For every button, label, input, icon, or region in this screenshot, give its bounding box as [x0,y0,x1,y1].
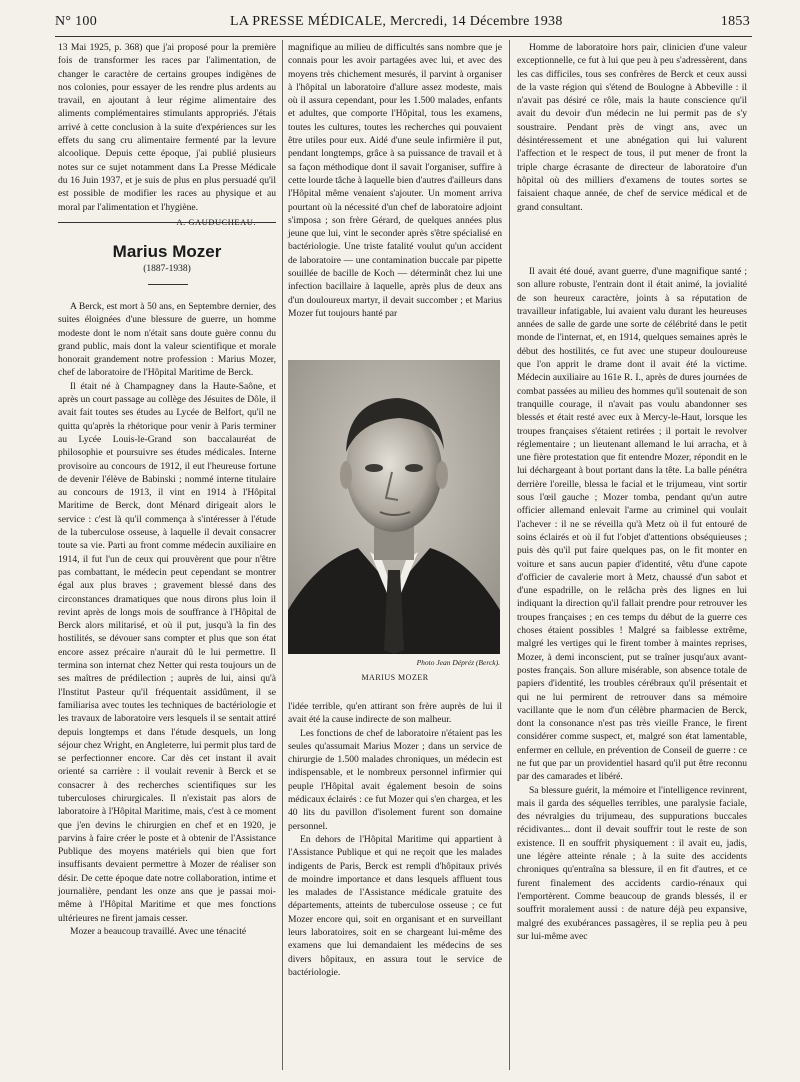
paragraph: magnifique au milieu de difficultés sans nombre que je connais pour les avoir partagées avec lui, et avec des moyens très chichement mesurés, il parvint à organiser à l'hôpital un laboratoire d'allure assez modeste, mais où il assura cependant, pour les 1.500 malades, enfants et adultes, que comporte l'Hôpital, tous les examens, toutes les cultures, toutes les recherches qui pouvaient être utiles pour eux. Aidé d'une seule infirmière il put, pendant longtemps, grâce à sa puissance de travail et à sa façon méthodique dont il savait l'organiser, suffire à cette lourde tâche à laquelle bien d'autres d'ailleurs dans l'Hôpital même venaient s'ajouter. Un moment arriva pourtant où la nécessité d'un chef de laboratoire adjoint s'imposa ; son frère Gérard, de quelques années plus jeune que lui, vint le seconder après s'être spécialisé en bactériologie. Une triste fatalité voulut qu'un accident de laboratoire — une contamination buccale par pipette souillée de bacille de Koch — déterminât chez lui une infection bacillaire à laquelle, après plus de deux ans d'un douloureux martyr, il devait succomber ; et Marius Mozer fut toujours hanté par [288,42,502,319]
page-header [55,14,750,36]
paragraph: l'idée terrible, qu'en attirant son frère auprès de lui il avait été la cause indirecte de son malheur. [288,701,502,726]
portrait-photo [288,360,500,654]
portrait-image [288,360,500,654]
obituary-column-2-top [288,41,502,320]
column-divider [282,40,283,1070]
paragraph: Mozer a beaucoup travaillé. Avec une ténacité [70,925,247,937]
page-number: 1853 [720,14,750,29]
photo-credit: Photo Jean Dépréz (Berck). [416,658,500,667]
paragraph: A Berck, est mort à 50 ans, en Septembre dernier, des suites éloignées d'une blessure de guerre, un homme modeste dont le nom n'était sans doute guère connu du grand public, mais dont la valeur scientifique et morale honorait grandement notre profession : Marius Mozer, chef de laboratoire de l'Hôpital Maritime de Berck. [58,301,276,379]
issue-number: N° 100 [55,14,98,29]
paragraph: Il avait été doué, avant guerre, d'une magnifique santé ; son allure robuste, l'entrain dont il était animé, la jovialité de son heureux caractère, joints à sa réputation de travailleur infatigable, lui avaient valu durant les heureuses années de salle de garde une sorte de célébrité dans le petit monde de l'internat, et, en 1914, quelques semaines après le début des hostilités, ce fut avec une stupeur douloureuse que l'on apprit le drame dont il avait été la victime. Médecin auxiliaire au 161e R. I., après de dures journées de combat passées au milieu des hommes qu'il soutenait de son tranquille courage, il n'avait pas voulu abandonner ses blessés et était resté avec eux à Mercy-le-Haut, lorsque les troupes françaises s'étaient retirées ; il portait le revolver réglementaire ; un lieutenant allemand le lui arracha, et à une fière protestation que fit entendre Mozer, répondit en le lui déchargeant à bout portant dans la tête. La balle pénétra derrière l'oreille, blessa le facial et le trijumeau, vint sortir sous l'œil gauche ; Mozer tomba, pendant qu'un autre officier allemand enlevait l'arme au criminel qui voulait l'achever : il ne se réveilla qu'à Metz où il fut entouré de soins éclairés et où il fut l'objet d'attentions obséquieuses ; puis dès qu'il put faire quelques pas, on le fit monter en voiture et sans aucun papier d'identité, vêtu d'une capote d'officier de cavalerie mort à Metz, chaussé d'un sabot et d'une espadrille, on le relâcha près des lignes en lui indiquant la direction qu'il fallait prendre pour retrouver les troupes françaises ; en ces temps du début de la guerre ces choses étaient possibles ! Malgré sa faiblesse extrême, malgré les vertiges qui le firent tomber à maintes reprises, Mozer, à demi inconscient, put se traîner jusqu'aux avant-postes français. Son allure misérable, son absence totale de papiers d'identité, les troubles cérébraux qu'il présentait et qui ne lui permirent de retrouver dans sa mémoire vacillante que le nom d'un célèbre pharmacien de Berck, dont la consonance n'est pas très vieille France, le firent considérer comme suspect, et, malgré son état lamentable, enfermer en cellule, en prévention de Conseil de guerre : ce ne fut que par un providentiel hasard qu'il put être reconnu par des camarades et libéré. [517,266,748,783]
paragraph: En dehors de l'Hôpital Maritime qui appartient à l'Assistance Publique et qui ne reçoit que les malades indigents de Paris, Berck est rempli d'hôpitaux privés de moindre importance et dans lesquels affluent tous les malades de l'Assistance médicale gratuite des départements, atteints de tuberculose osseuse ; ce fut Mozer encore qui, soit en organisant et en surveillant leurs laboratoires, soit en se chargeant lui-même des examens que lui demandaient les médecins de ses divers hôpitaux, en assura tout le service de bactériologie. [288,833,502,978]
paragraph: Sa blessure guérit, la mémoire et l'intelligence revinrent, mais il garda des séquelles terribles, une paralysie faciale, des névralgies du trijumeau, des suppurations buccales récidivantes... dont il devait souffrir tout le reste de son existence. Il en souffrit physiquement : il avait eu, jadis, une légère atteinte rénale ; à la suite des accidents chroniques qu'entraîna sa blessure, il en fit d'autres, et ce furent finalement des accidents cardio-rénaux qui l'emportèrent. Comme beaucoup de grands blessés, il er souffrit moralement aussi : de nature déjà peu expansive, malgré des exubérances passagères, il se replia peu à peu sur lui-même avec [517,784,747,942]
column-divider [509,40,510,1070]
obituary-column-3-top [517,41,747,214]
obituary-column-2-bottom [288,700,502,979]
paragraph: Il était né à Champagney dans la Haute-Saône, et après un court passage au collège des Jésuites de Dôle, il avait fait toutes ses études au Lycée de Belfort, qu'il ne quitta qu'après la rhétorique pour venir à Paris terminer au Lycée Louis-le-Grand son baccalauréat de philosophie et poursuivre ses études médicales. Interne provisoire au concours de 1912, il eut l'heureuse fortune de devenir l'élève de Babinski ; nommé interne titulaire au concours de 1913, il vint en 1914 à l'Hôpital Maritime de Berck, dont Ménard dirigeait alors le service : c'est là qu'il commença à s'intéresser à l'étude de la tuberculose osseuse, à laquelle il devait consacrer toute sa vie. Parti au front comme médecin auxiliaire en 1914, il fut l'un de ceux qui prouvèrent que pour n'être pas combattant, le médecin peut cependant se montrer égal aux plus braves ; gravement blessé dans des circonstances dramatiques que nous dirons plus loin il revint après de longs mois de souffrance à l'Hôpital de Berck alors militarisé, et où il put, jusqu'à la fin des hostilités, se dévouer sans compter et plus que son état encore assez précaire n'aurait dû le lui permettre. Il termina son internat chez Netter qui resta toujours un de ses maîtres de prédilection ; auprès de lui, ainsi qu'à l'Institut Pasteur qu'il fréquentait assidûment, il se familiarisa avec toutes les techniques de bactériologie et les travaux de laboratoire vers lesquels il se sentait attiré depuis longtemps et dans l'étude desquels, un long séjour chez Wright, en Angleterre, lui permit plus tard de se perfectionner encore. Car dès cet instant il avait orienté sa carrière : il voulait revenir à Berck et se consacrer à des recherches scientifiques sur les tuberculoses chirurgicales. Il n'existait pas alors de laboratoire à l'Hôpital Maritime, mais, c'est à ce moment que j'en devins le chirurgien en chef et en 1920, je parvins à faire créer le poste et à obtenir de l'Assistance Publique des moyens matériels qui bien que fort insuffisants devaient permettre à Mozer de réaliser son désir. De cette époque date notre collaboration, intime et journalière, pendant les onze ans que je passai moi-même à l'Hôpital Maritime et que mes fonctions ultérieures ne firent jamais cesser. [58,380,276,924]
obituary-dates: (1887-1938) [143,264,191,274]
paragraph: Homme de laboratoire hors pair, clinicien d'une valeur exceptionnelle, ce fut à lui que peu à peu s'adressèrent, dans les cas difficiles, tous ses confrères de Berck et ceux aussi de la vaste région qui s'étend de Boulogne à Abbeville : il n'avait pas désiré ce rôle, mais la haute conscience qu'il avait du devoir d'un médecin ne lui permit pas de s'y soustraire. Pendant près de vingt ans, avec un désintéressement et une abnégation qui lui valurent l'affection et le respect de tous, il put mener de front la triple charge écrasante de directeur de laboratoire d'un hôpital où des milliers d'examens de toutes sortes se faisaient chaque année, de chef de service médical et de grand consultant. [517,42,747,213]
previous-article-text: 13 Mai 1925, p. 368) que j'ai proposé pour la première fois de transformer les races par l'alimentation, de changer le caractère de certains groupes indigènes de nos colonies, pour essayer de les rendre plus ardents au travail, en ajoutant à leur régime alimentaire des aliments complémentaires stimulants appropriés. J'étais arrivé à cette conclusion à la suite d'expériences sur les effets du sang cru alimentaire fermenté par la levure alcoolique. Depuis cette époque, j'ai publié plusieurs notes sur ce sujet notamment dans La Presse Médicale du 16 Juin 1937, et je suis de plus en plus persuadé qu'il est possible de modifier les races au physique et au moral par l'alimentation et l'hygiène. [58,42,276,213]
previous-article-end [58,41,276,229]
obituary-title: Marius Mozer [112,242,222,261]
obituary-column-1 [58,300,276,938]
signature: A. GAUDUCHEAU. [176,216,256,227]
header-rule [55,36,752,37]
photo-label: MARIUS MOZER [361,673,429,682]
obituary-column-3-body [517,265,747,943]
journal-title: LA PRESSE MÉDICALE, Mercredi, 14 Décembre 1938 [230,14,563,29]
paragraph: Les fonctions de chef de laboratoire n'étaient pas les seules qu'assumait Marius Mozer ; dans un service de chirurgie de 1.500 malades chroniques, un médecin est indispensable, et le nombreux personnel infirmier qui peuple l'Hôpital avait également besoin de soins médicaux éclairés : ce fut Mozer qui s'en chargea, et les 40 lits du pavillon d'isolement furent son domaine personnel. [288,727,502,832]
title-rule [148,284,188,285]
section-rule [58,222,276,223]
